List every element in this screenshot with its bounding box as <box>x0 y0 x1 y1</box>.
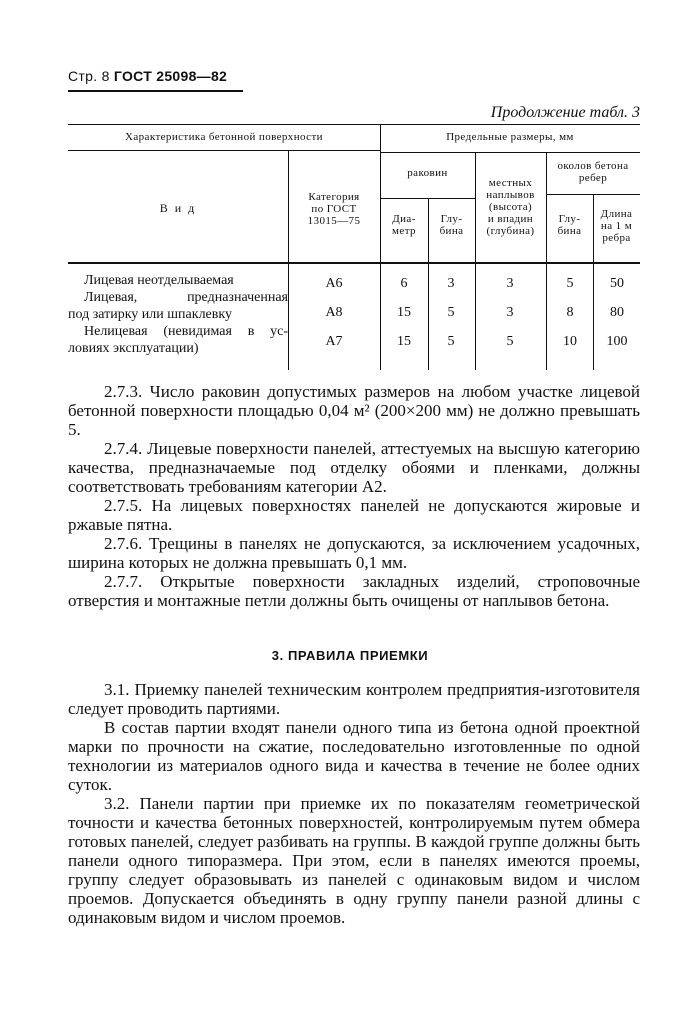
cell-category: А6 <box>325 276 343 291</box>
th-vid: В и д <box>159 201 197 215</box>
th-diameter: Диа- метр <box>392 213 416 237</box>
cell-category: А7 <box>325 334 343 349</box>
cell-depth: 3 <box>447 276 455 291</box>
cell-depth: 5 <box>447 334 455 349</box>
paragraph: В состав партии входят панели одного типа из бетона одной проектной марки по прочности на сжатие, последовательно изготовленные по одной технологии из материалов одного вида и качества в течение не более одних суток. <box>68 718 640 794</box>
table-top-rule <box>68 124 640 125</box>
cell-depth2: 8 <box>566 305 574 320</box>
cell-length: 100 <box>606 334 628 349</box>
paragraph: 2.7.7. Открытые поверхности закладных изделий, строповочные отверстия и монтажные петли должны быть очищены от наплывов бетона. <box>68 572 640 610</box>
paragraph: 2.7.5. На лицевых поверхностях панелей не допускаются жировые и ржавые пятна. <box>68 496 640 534</box>
th-depth2: Глу- бина <box>557 213 582 237</box>
th-characteristic: Характеристика бетонной поверхности <box>125 131 323 143</box>
rule-right-group <box>380 152 640 153</box>
vline-5 <box>546 152 547 370</box>
paragraph: 2.7.6. Трещины в панелях не допускаются, за исключением усадочных, ширина которых не должна превышать 0,1 мм. <box>68 534 640 572</box>
cell-local: 5 <box>506 334 514 349</box>
header-bottom-rule <box>68 262 640 264</box>
gost-number: ГОСТ 25098—82 <box>113 68 228 84</box>
table-row-vid: Лицевая, предназначенная <box>84 290 288 305</box>
th-rakovin: раковин <box>407 167 448 179</box>
cell-diameter: 6 <box>400 276 408 291</box>
table-row-vid: Нелицевая (невидимая в ус- <box>84 324 288 339</box>
paragraph: 3.2. Панели партии при приемке их по показателям геометрической точности и качества бетонных поверхностей, контролируемым путем обмера готовых панелей, следует разбивать на группы. В каждой группе должны быть панели одного типоразмера. При этом, если в панелях имеются проемы, группу следует образовывать из панелей с одинаковым видом и числом проемов. Допускается объединять в одну группу панели разной длины с одинаковым видом и числом проемов. <box>68 794 640 927</box>
page-number: Стр. 8 <box>68 68 110 84</box>
cell-diameter: 15 <box>397 334 411 349</box>
th-depth: Глу- бина <box>439 213 464 237</box>
cell-depth2: 10 <box>563 334 577 349</box>
vline-2 <box>380 124 381 370</box>
section-title: 3. ПРАВИЛА ПРИЕМКИ <box>271 648 429 663</box>
header-rule <box>68 90 243 92</box>
cell-depth2: 5 <box>566 276 574 291</box>
th-limits: Предельные размеры, мм <box>446 131 574 143</box>
cell-category: А8 <box>325 305 343 320</box>
paragraph: 2.7.3. Число раковин допустимых размеров на любом участке лицевой бетонной поверхности площадью 0,04 м² (200×200 мм) не должно превышать 5. <box>68 382 640 439</box>
cell-local: 3 <box>506 276 514 291</box>
cell-local: 3 <box>506 305 514 320</box>
table-row-vid: Лицевая неотделываемая <box>84 273 234 288</box>
table-continuation-label: Продолжение табл. 3 <box>490 104 640 121</box>
vline-1 <box>288 150 289 370</box>
table-row-vid: под затирку или шпаклевку <box>68 307 232 322</box>
page-header <box>68 68 227 84</box>
paragraph: 3.1. Приемку панелей техническим контролем предприятия-изготовителя следует проводить партиями. <box>68 680 640 718</box>
th-local: местных наплывов (высота) и впадин (глубина) <box>486 177 535 237</box>
rule-left-group <box>68 150 380 151</box>
cell-depth: 5 <box>447 305 455 320</box>
cell-length: 80 <box>610 305 624 320</box>
paragraph: 2.7.4. Лицевые поверхности панелей, аттестуемых на высшую категорию качества, предназначаемые под отделку обоями и пленками, должны соответствовать требованиям категории А2. <box>68 439 640 496</box>
th-category: Категория по ГОСТ 13015—75 <box>307 191 361 227</box>
cell-length: 50 <box>610 276 624 291</box>
table-row-vid: ловиях эксплуатации) <box>68 341 199 356</box>
th-length: Длина на 1 м ребра <box>600 208 633 244</box>
cell-diameter: 15 <box>397 305 411 320</box>
th-okolov: околов бетона ребер <box>557 160 629 184</box>
